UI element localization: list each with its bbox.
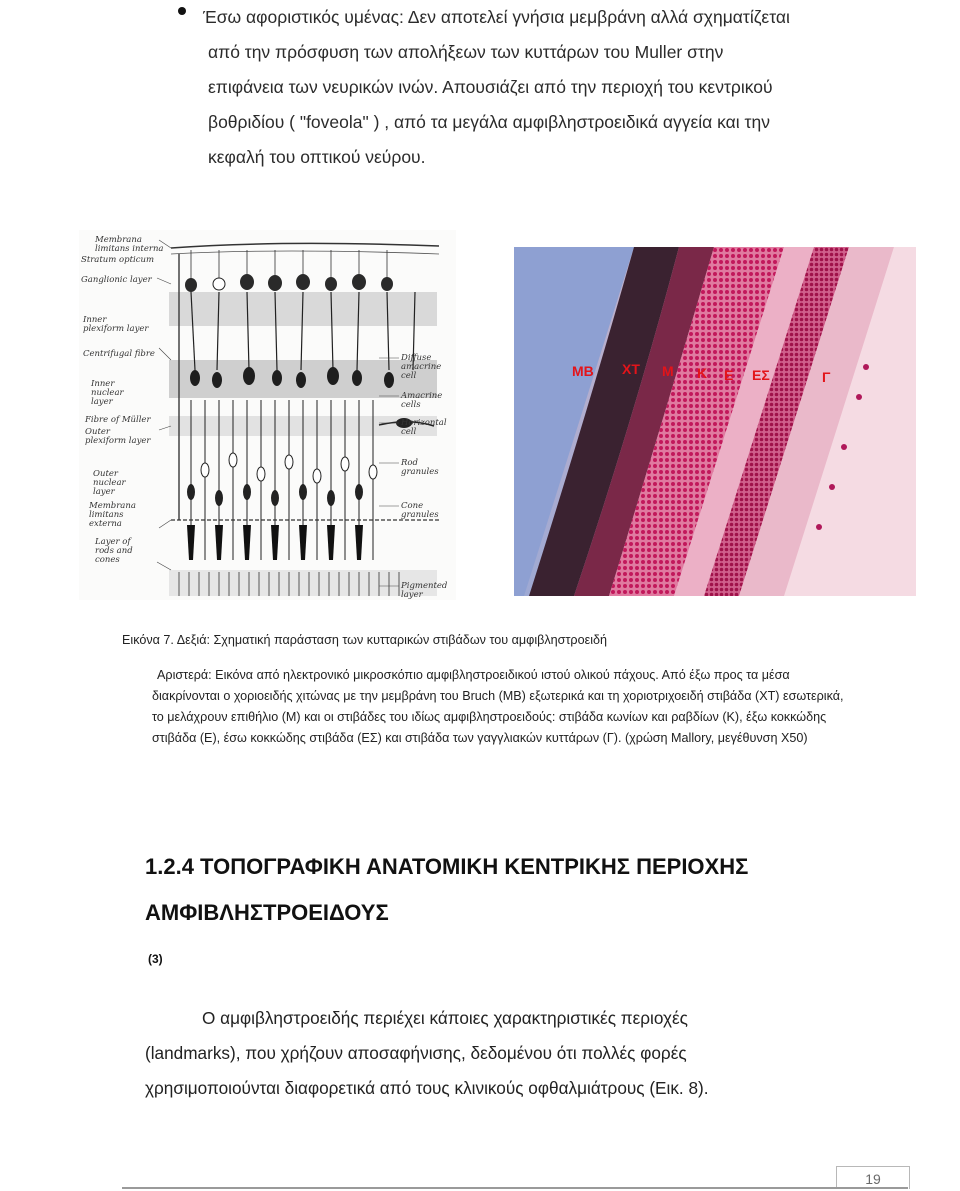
body-line: Ο αμφιβληστροειδής περιέχει κάποιες χαρακτηριστικές περιοχές — [202, 1008, 688, 1028]
figure-caption-title: Εικόνα 7. Δεξιά: Σχηματική παράσταση των κυτταρικών στιβάδων του αμφιβληστροειδή — [122, 633, 608, 647]
bullet-line: βοθριδίου ( "foveola" ) , από τα μεγάλα αμφιβληστροειδικά αγγεία και την — [208, 112, 770, 132]
page-number: 19 — [836, 1166, 910, 1189]
body-paragraph — [145, 1001, 845, 1106]
label-membrana-limitans-externa: Membrana limitans externa — [89, 501, 136, 529]
bullet-line: Έσω αφοριστικός υμένας: Δεν αποτελεί γνήσια μεμβράνη αλλά σχηματίζεται — [203, 7, 790, 27]
figure-caption-body — [152, 665, 912, 749]
caption-line: στιβάδα (Ε), έσω κοκκώδης στιβάδα (ΕΣ) και στιβάδα των γαγγλιακών κυττάρων (Γ). (χρώση Mallory, μεγέθυνση Χ50) — [152, 731, 808, 745]
label-mb: MB — [572, 363, 594, 379]
body-line: (landmarks), που χρήζουν αποσαφήνισης, δεδομένου ότι πολλές φορές — [145, 1043, 687, 1063]
label-stratum-opticum: Stratum opticum — [81, 255, 155, 265]
section-heading — [145, 844, 748, 990]
caption-line: το μελάχρουν επιθήλιο (Μ) και οι στιβάδες του ιδίως αμφιβληστροειδούς: στιβάδα κωνίων και ραβδίων (Κ), έξω κοκκώδης — [152, 710, 827, 724]
label-layer-of-rods-and-cones: Layer of rods and cones — [95, 537, 133, 565]
bullet-marker — [178, 7, 186, 15]
label-amacrine-cells: Amacrine cells — [401, 391, 443, 410]
label-pigmented-layer: Pigmented layer — [401, 581, 448, 600]
bullet-line: κεφαλή του οπτικού νεύρου. — [208, 147, 426, 167]
label-k: K — [697, 365, 708, 381]
label-outer-nuclear-layer: Outer nuclear layer — [93, 469, 126, 497]
label-outer-plexiform-layer: Outer plexiform layer — [85, 427, 151, 446]
retina-layers-schematic — [79, 230, 456, 600]
label-xt: XT — [622, 361, 640, 377]
bullet-paragraph — [203, 0, 843, 175]
label-g: Γ — [822, 369, 831, 385]
label-inner-nuclear-layer: Inner nuclear layer — [91, 379, 124, 407]
section-heading-line1: 1.2.4 ΤΟΠΟΓΡΑΦΙΚΗ ΑΝΑΤΟΜΙΚΗ ΚΕΝΤΡΙΚΗΣ ΠΕΡΙΟΧΗΣ — [145, 854, 749, 879]
label-diffuse-amacrine-cell: Diffuse amacrine cell — [401, 353, 442, 381]
caption-line: διακρίνονται ο χοριοειδής χιτώνας με την μεμβράνη του Bruch (MB) εξωτερικά και τη χοριοτριχοειδή στιβάδα (ΧΤ) εσωτερικά, — [152, 689, 844, 703]
label-rod-granules: Rod granules — [401, 458, 439, 477]
section-heading-line2: ΑΜΦΙΒΛΗΣΤΡΟΕΙΔΟΥΣ $^{(3)}$ — [145, 900, 389, 966]
retina-micrograph — [514, 247, 916, 596]
label-fibre-of-muller: Fibre of Müller — [85, 415, 151, 425]
bullet-line: επιφάνεια των νευρικών ινών. Απουσιάζει από την περιοχή του κεντρικού — [208, 77, 773, 97]
caption-line: Αριστερά: Εικόνα από ηλεκτρονικό μικροσκόπιο αμφιβληστροειδικού ιστού ολικού πάχους. Από έξω προς τα μέσα — [157, 668, 790, 682]
label-cone-granules: Cone granules — [401, 501, 439, 520]
label-m: M — [662, 363, 674, 379]
label-centrifugal-fibre: Centrifugal fibre — [83, 349, 155, 359]
label-inner-plexiform-layer: Inner plexiform layer — [83, 315, 149, 334]
bullet-line: από την πρόσφυση των απολήξεων των κυττάρων του Muller στην — [208, 42, 724, 62]
reference-superscript: (3) — [148, 952, 163, 966]
label-ganglionic-layer: Ganglionic layer — [81, 275, 152, 285]
label-e: E — [724, 367, 734, 383]
label-horizontal-cell: Horizontal cell — [401, 418, 447, 437]
label-membrana-limitans-interna: Membrana limitans interna — [95, 235, 164, 254]
micrograph-image — [514, 247, 916, 596]
label-es: ΕΣ — [752, 367, 770, 383]
body-line: χρησιμοποιούνται διαφορετικά από τους κλινικούς οφθαλμιάτρους (Εικ. 8). — [145, 1078, 709, 1098]
